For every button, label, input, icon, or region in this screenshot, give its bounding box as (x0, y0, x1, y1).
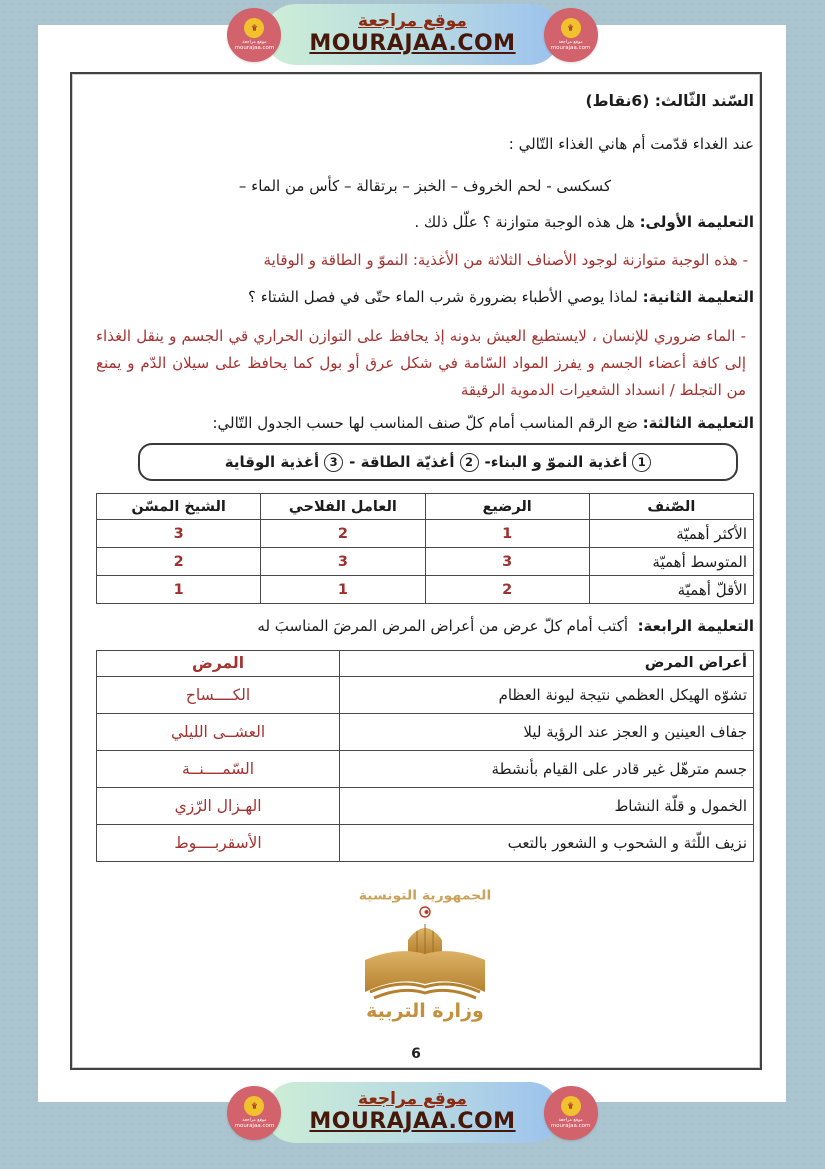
disease-cell: العشــى الليلي (97, 713, 340, 750)
site-domain-link[interactable]: MOURAJAA.COM (309, 31, 516, 56)
circled-number-1: 1 (632, 453, 651, 472)
question-3-text: ضع الرقم المناسب أمام كلّ صنف المناسب لها حسب الجدول التّالي: (212, 414, 638, 433)
legend-label-3: أغذية الوقاية (224, 453, 320, 472)
circled-number-3: 3 (324, 453, 343, 472)
col-farm-worker: العامل الفلاحي (261, 494, 425, 520)
ministry-logo-icon (340, 904, 510, 1000)
food-importance-table (96, 493, 754, 604)
question-2-label: التعليمة الثانية: (642, 288, 754, 307)
disease-cell: الكــــساح (97, 676, 340, 713)
badge-site-name: موقع مراجعة (242, 40, 267, 45)
intro-line: عند الغداء قدّمت أم هاني الغذاء التّالي : (508, 135, 754, 154)
site-logo-badge-right[interactable] (544, 8, 598, 62)
symptom-cell: الخمول و قلّة النشاط (340, 787, 754, 824)
site-footer-banner (0, 1082, 825, 1143)
table-row (97, 548, 754, 576)
table-row (97, 520, 754, 548)
document-frame (70, 72, 762, 1070)
legend-item-1 (485, 453, 652, 472)
question-2 (96, 287, 754, 309)
legend-item-2 (349, 453, 478, 472)
row-label: الأقلّ أهميّة (589, 576, 753, 604)
table-row (97, 676, 754, 713)
cell-value: 3 (425, 548, 589, 576)
book-logo-icon: ۩ (244, 1096, 264, 1116)
question-4 (96, 616, 754, 638)
badge-site-url: mourajaa.com (550, 1123, 591, 1129)
disease-cell: الهـزال الرّزي (97, 787, 340, 824)
badge-site-url: mourajaa.com (234, 45, 275, 51)
table-row (97, 787, 754, 824)
book-logo-icon: ۩ (561, 1096, 581, 1116)
site-name-arabic-link[interactable]: موقع مراجعة (358, 1089, 467, 1109)
ministry-name-text: وزارة التربية (366, 999, 484, 1022)
cell-value: 1 (97, 576, 261, 604)
badge-site-url: mourajaa.com (234, 1123, 275, 1129)
table-header-row (97, 650, 754, 676)
col-symptoms: أعراض المرض (340, 650, 754, 676)
symptom-cell: تشوّه الهيكل العظمي نتيجة ليونة العظام (340, 676, 754, 713)
disease-cell: الأسقربــــوط (97, 824, 340, 861)
site-name-arabic-link[interactable]: موقع مراجعة (358, 11, 467, 31)
table-header-row (97, 494, 754, 520)
answer-2: - الماء ضروري للإنسان ، لايستطيع العيش بدونه إذ يحافظ على التوازن الحراري قي الجسم و ينقل الغذاء إلى كافة أعضاء الجسم و يفرز المواد السّامة في شكل عرق أو بول كما يحافظ على سيلان الدّم و يمنع من التجلط / انسداد الشعيرات الدموية الرقيقة (96, 327, 746, 399)
book-logo-icon: ۩ (561, 18, 581, 38)
badge-site-name: موقع مراجعة (558, 40, 583, 45)
col-disease: المرض (97, 650, 340, 676)
question-1-label: التعليمة الأولى: (639, 212, 754, 231)
row-label: المتوسط أهميّة (589, 548, 753, 576)
legend-item-3 (225, 453, 343, 472)
site-logo-badge-left[interactable] (227, 1086, 281, 1140)
question-4-label: التعليمة الرابعة: (637, 617, 754, 636)
disease-cell: السّمــــنــة (97, 750, 340, 787)
answer-1: - هذه الوجبة متوازنة لوجود الأصناف الثلاثة من الأغذية: النموّ و الطاقة و الوقاية (263, 250, 748, 269)
ministry-country-text: الجمهورية التونسية (358, 888, 492, 904)
table-row (97, 713, 754, 750)
question-1 (96, 212, 754, 234)
meal-items-line: كسكسى - لحم الخروف – الخبز – برتقالة – كأس من الماء – (238, 177, 612, 196)
cell-value: 2 (97, 548, 261, 576)
site-title-pill (265, 1082, 559, 1143)
food-groups-legend (138, 443, 738, 481)
disease-symptoms-table (96, 650, 754, 862)
row-label: الأكثر أهميّة (589, 520, 753, 548)
site-logo-badge-left[interactable] (227, 8, 281, 62)
symptom-cell: جفاف العينين و العجز عند الرؤية ليلا (340, 713, 754, 750)
question-2-text: لماذا يوصي الأطباء بضرورة شرب الماء حتّى في فصل الشتاء ؟ (247, 288, 638, 307)
site-domain-link[interactable]: MOURAJAA.COM (309, 1109, 516, 1134)
cell-value: 2 (425, 576, 589, 604)
page-number: 6 (411, 1046, 421, 1062)
cell-value: 1 (425, 520, 589, 548)
scanned-exam-page (38, 25, 786, 1102)
question-4-text: أكتب أمام كلّ عرض من أعراض المرض المرضَ المناسبَ له (257, 617, 629, 636)
book-logo-icon: ۩ (244, 18, 264, 38)
col-elderly: الشيخ المسّن (97, 494, 261, 520)
circled-number-2: 2 (460, 453, 479, 472)
col-category: الصّنف (589, 494, 753, 520)
document-content (72, 74, 760, 1022)
col-infant: الرضيع (425, 494, 589, 520)
question-3-label: التعليمة الثالثة: (642, 414, 754, 433)
legend-label-2: أغذيّة الطاقة - (349, 453, 455, 472)
site-logo-badge-right[interactable] (544, 1086, 598, 1140)
cell-value: 3 (261, 548, 425, 576)
badge-site-url: mourajaa.com (550, 45, 591, 51)
site-title-pill (265, 4, 559, 65)
cell-value: 1 (261, 576, 425, 604)
badge-site-name: موقع مراجعة (242, 1118, 267, 1123)
question-1-text: هل هذه الوجبة متوازنة ؟ علّل ذلك . (414, 212, 635, 231)
section-title: السّند الثّالث: (6نقاط) (585, 92, 754, 110)
question-3 (96, 413, 754, 435)
symptom-cell: جسم مترهّل غير قادر على القيام بأنشطة (340, 750, 754, 787)
ministry-emblem (96, 888, 754, 1022)
table-row (97, 576, 754, 604)
badge-site-name: موقع مراجعة (558, 1118, 583, 1123)
symptom-cell: نزيف اللّثة و الشحوب و الشعور بالتعب (340, 824, 754, 861)
table-row (97, 750, 754, 787)
table-row (97, 824, 754, 861)
cell-value: 3 (97, 520, 261, 548)
legend-label-1: أغذية النموّ و البناء- (484, 453, 628, 472)
cell-value: 2 (261, 520, 425, 548)
